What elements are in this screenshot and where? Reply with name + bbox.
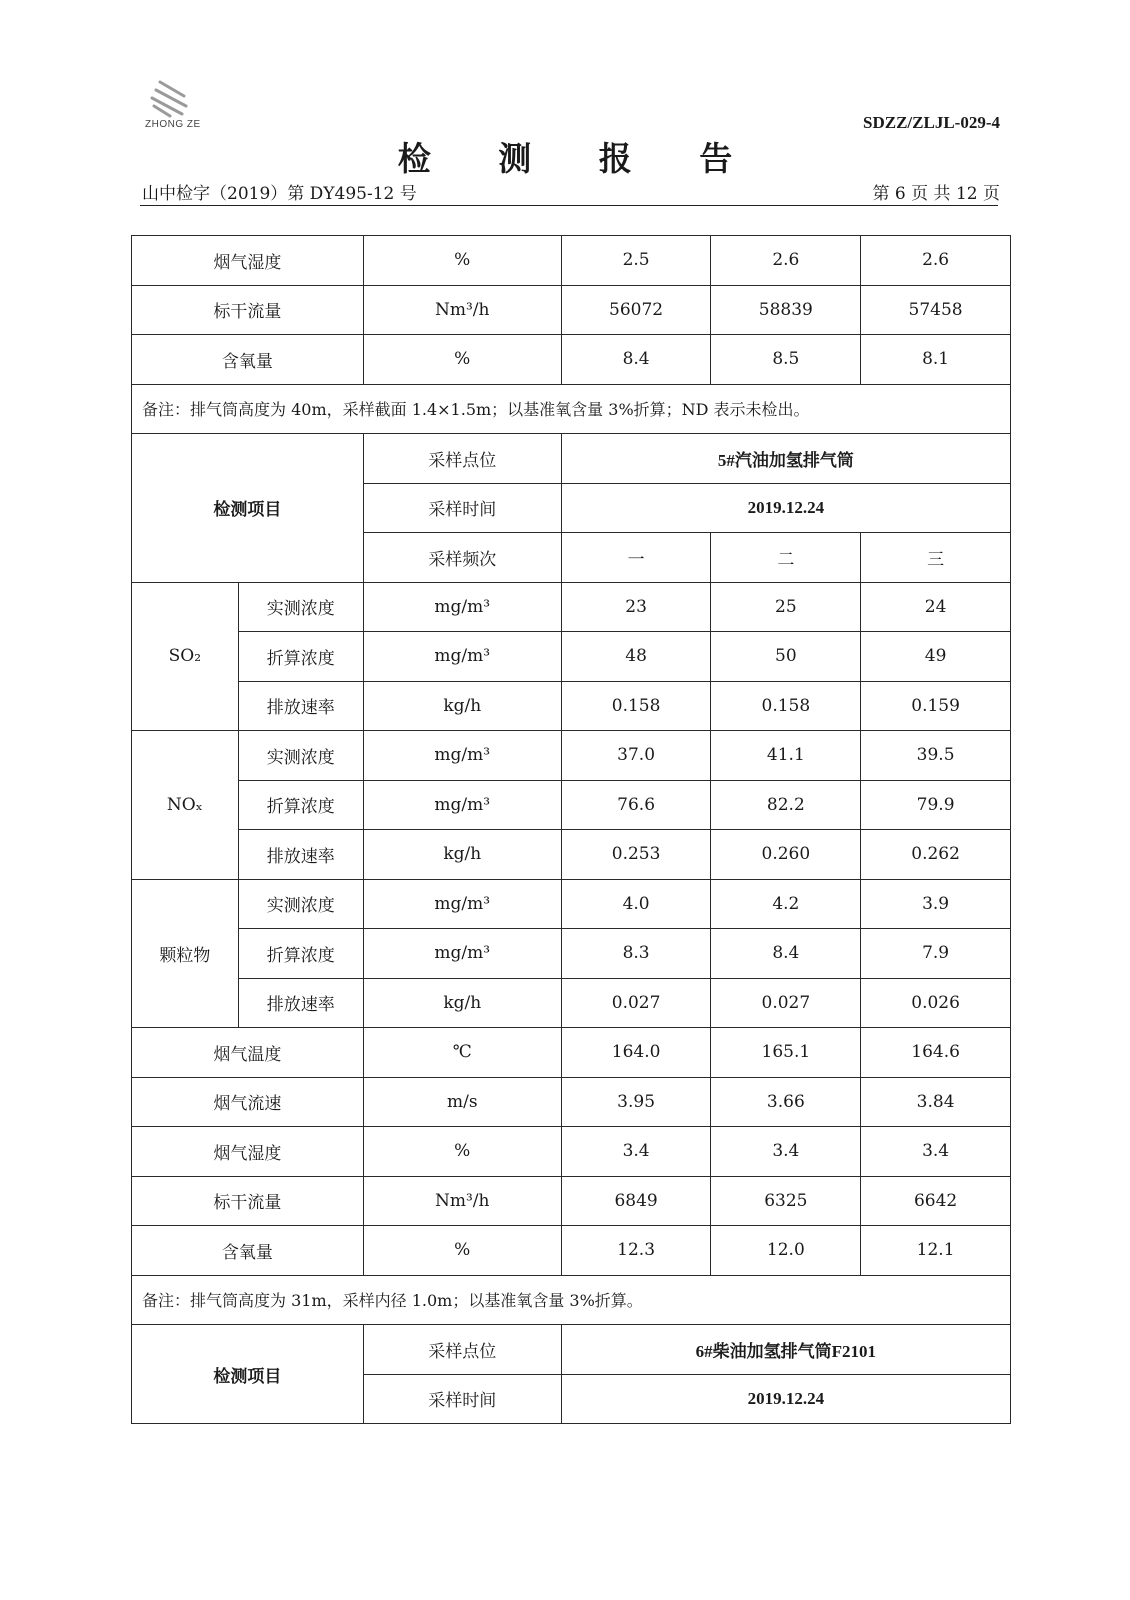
unit-cell: mg/m³: [363, 780, 561, 830]
value-cell: 3.4: [711, 1127, 861, 1177]
sub-item-cell: 排放速率: [238, 978, 363, 1028]
item-cell: 烟气温度: [132, 1028, 364, 1078]
table-row: [132, 582, 1011, 632]
value-cell: 8.5: [711, 335, 861, 385]
table-row: [132, 879, 1011, 929]
sub-item-cell: 折算浓度: [238, 632, 363, 682]
table-row: [132, 830, 1011, 880]
label-cell: 采样时间: [363, 1374, 561, 1424]
item-cell: 含氧量: [132, 335, 364, 385]
label-cell: 采样点位: [363, 434, 561, 484]
table-row: [132, 632, 1011, 682]
unit-cell: Nm³/h: [363, 1176, 561, 1226]
label-cell: 采样频次: [363, 533, 561, 583]
unit-cell: mg/m³: [363, 731, 561, 781]
page-title: 检 测 报 告: [397, 139, 761, 178]
sampling-time-value: 2019.12.24: [561, 1374, 1010, 1424]
value-cell: 0.158: [711, 681, 861, 731]
value-cell: 58839: [711, 285, 861, 335]
table-row: [132, 285, 1011, 335]
value-cell: 3.4: [561, 1127, 711, 1177]
value-cell: 23: [561, 582, 711, 632]
value-cell: 12.0: [711, 1226, 861, 1276]
label-cell: 采样点位: [363, 1325, 561, 1375]
value-cell: 4.0: [561, 879, 711, 929]
table-row: [132, 978, 1011, 1028]
value-cell: 4.2: [711, 879, 861, 929]
freq-cell: 三: [861, 533, 1011, 583]
table-row: [132, 731, 1011, 781]
value-cell: 12.1: [861, 1226, 1011, 1276]
freq-cell: 一: [561, 533, 711, 583]
value-cell: 2.5: [561, 236, 711, 286]
unit-cell: %: [363, 1127, 561, 1177]
value-cell: 0.027: [561, 978, 711, 1028]
sampling-time-value: 2019.12.24: [561, 483, 1010, 533]
item-cell: 标干流量: [132, 1176, 364, 1226]
unit-cell: kg/h: [363, 681, 561, 731]
unit-cell: mg/m³: [363, 929, 561, 979]
value-cell: 37.0: [561, 731, 711, 781]
header-cell: 检测项目: [132, 434, 364, 583]
value-cell: 0.158: [561, 681, 711, 731]
value-cell: 164.6: [861, 1028, 1011, 1078]
table-row: [132, 1028, 1011, 1078]
value-cell: 79.9: [861, 780, 1011, 830]
unit-cell: %: [363, 1226, 561, 1276]
value-cell: 8.4: [561, 335, 711, 385]
unit-cell: kg/h: [363, 978, 561, 1028]
value-cell: 12.3: [561, 1226, 711, 1276]
table-row: [132, 236, 1011, 286]
report-number: 山中检字（2019）第 DY495-12 号: [142, 184, 417, 204]
value-cell: 8.3: [561, 929, 711, 979]
table-row: [132, 1127, 1011, 1177]
freq-cell: 二: [711, 533, 861, 583]
table-row: [132, 1176, 1011, 1226]
unit-cell: mg/m³: [363, 582, 561, 632]
value-cell: 3.66: [711, 1077, 861, 1127]
unit-cell: %: [363, 335, 561, 385]
results-table: [131, 235, 1011, 1424]
document-code: SDZZ/ZLJL-029-4: [863, 113, 1000, 132]
unit-cell: mg/m³: [363, 632, 561, 682]
table-row: [132, 1325, 1011, 1375]
note-row: [132, 1275, 1011, 1325]
sub-item-cell: 排放速率: [238, 830, 363, 880]
value-cell: 25: [711, 582, 861, 632]
value-cell: 0.159: [861, 681, 1011, 731]
pollutant-cell: NOₓ: [132, 731, 239, 880]
value-cell: 0.262: [861, 830, 1011, 880]
sub-item-cell: 实测浓度: [238, 731, 363, 781]
item-cell: 标干流量: [132, 285, 364, 335]
sampling-point-value: 5#汽油加氢排气筒: [561, 434, 1010, 484]
value-cell: 76.6: [561, 780, 711, 830]
value-cell: 7.9: [861, 929, 1011, 979]
sub-item-cell: 折算浓度: [238, 929, 363, 979]
logo-text: ZHONG ZE: [145, 119, 201, 130]
value-cell: 2.6: [711, 236, 861, 286]
value-cell: 0.253: [561, 830, 711, 880]
value-cell: 39.5: [861, 731, 1011, 781]
item-cell: 烟气流速: [132, 1077, 364, 1127]
item-cell: 烟气湿度: [132, 1127, 364, 1177]
value-cell: 41.1: [711, 731, 861, 781]
table-row: [132, 780, 1011, 830]
table-row: [132, 434, 1011, 484]
value-cell: 0.026: [861, 978, 1011, 1028]
value-cell: 6325: [711, 1176, 861, 1226]
value-cell: 6642: [861, 1176, 1011, 1226]
note-cell: 备注：排气筒高度为 31m，采样内径 1.0m；以基准氧含量 3%折算。: [132, 1275, 1011, 1325]
page-number: 第 6 页 共 12 页: [872, 184, 1000, 204]
note-row: [132, 384, 1011, 434]
table-row: [132, 335, 1011, 385]
sampling-point-value: 6#柴油加氢排气筒F2101: [561, 1325, 1010, 1375]
value-cell: 164.0: [561, 1028, 711, 1078]
unit-cell: Nm³/h: [363, 285, 561, 335]
unit-cell: ℃: [363, 1028, 561, 1078]
table-row: [132, 681, 1011, 731]
item-cell: 烟气湿度: [132, 236, 364, 286]
sub-item-cell: 折算浓度: [238, 780, 363, 830]
value-cell: 56072: [561, 285, 711, 335]
table-row: [132, 1226, 1011, 1276]
header-cell: 检测项目: [132, 1325, 364, 1424]
value-cell: 6849: [561, 1176, 711, 1226]
value-cell: 2.6: [861, 236, 1011, 286]
label-cell: 采样时间: [363, 483, 561, 533]
value-cell: 82.2: [711, 780, 861, 830]
unit-cell: mg/m³: [363, 879, 561, 929]
pollutant-cell: SO₂: [132, 582, 239, 731]
value-cell: 49: [861, 632, 1011, 682]
header-rule: [140, 205, 998, 206]
value-cell: 8.1: [861, 335, 1011, 385]
sub-item-cell: 实测浓度: [238, 879, 363, 929]
value-cell: 3.95: [561, 1077, 711, 1127]
value-cell: 50: [711, 632, 861, 682]
value-cell: 24: [861, 582, 1011, 632]
unit-cell: %: [363, 236, 561, 286]
value-cell: 3.9: [861, 879, 1011, 929]
value-cell: 57458: [861, 285, 1011, 335]
value-cell: 0.260: [711, 830, 861, 880]
sub-item-cell: 实测浓度: [238, 582, 363, 632]
value-cell: 3.4: [861, 1127, 1011, 1177]
value-cell: 165.1: [711, 1028, 861, 1078]
item-cell: 含氧量: [132, 1226, 364, 1276]
note-cell: 备注：排气筒高度为 40m，采样截面 1.4×1.5m；以基准氧含量 3%折算；ND 表示未检出。: [132, 384, 1011, 434]
unit-cell: kg/h: [363, 830, 561, 880]
pollutant-cell: 颗粒物: [132, 879, 239, 1028]
value-cell: 3.84: [861, 1077, 1011, 1127]
sub-item-cell: 排放速率: [238, 681, 363, 731]
value-cell: 0.027: [711, 978, 861, 1028]
table-row: [132, 1077, 1011, 1127]
table-row: [132, 929, 1011, 979]
value-cell: 48: [561, 632, 711, 682]
unit-cell: m/s: [363, 1077, 561, 1127]
value-cell: 8.4: [711, 929, 861, 979]
